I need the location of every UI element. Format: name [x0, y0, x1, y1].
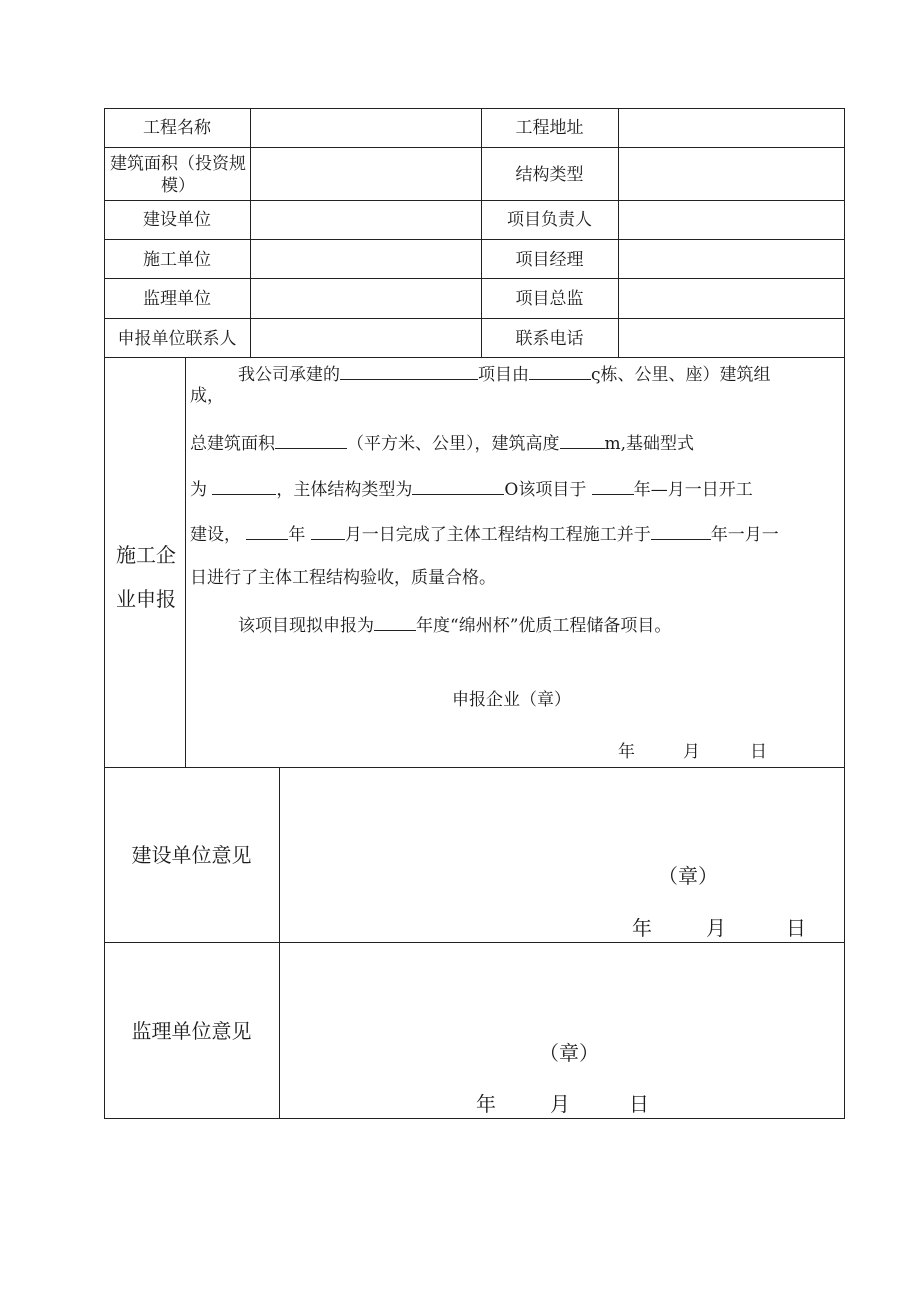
row-divider: [104, 357, 845, 358]
blank: [246, 523, 288, 540]
declaration-side-label: 施工企业申报: [116, 543, 176, 611]
row-divider: [104, 147, 845, 148]
declaration-day: 日: [750, 742, 767, 762]
construction-unit-label: 建设单位: [143, 210, 211, 230]
blank: [592, 478, 634, 495]
declaration-seal: 申报企业（章）: [452, 690, 571, 710]
blank: [560, 432, 605, 449]
construction-opinion-year: 年: [632, 916, 652, 940]
declaration-line-7: 该项目现拟申报为 年度“绵州杯”优质工程储备项目。: [238, 616, 672, 636]
blank: [311, 523, 345, 540]
construction-opinion-day: 日: [786, 916, 806, 940]
blank: [651, 523, 711, 540]
declaration-line-6: 日进行了主体工程结构验收，质量合格。: [190, 568, 496, 588]
blank: [275, 432, 347, 449]
declaration-line-2: 成，: [190, 386, 224, 406]
row-divider: [104, 942, 845, 943]
declaration-line-5: 建设， 年 月一日完成了主体工程结构工程施工并于 年一月一: [190, 525, 779, 545]
declaration-line-1: 我公司承建的 项目由 ς栋、公里、座）建筑组: [238, 365, 771, 385]
supervision-opinion-label: 监理单位意见: [131, 1019, 252, 1043]
col-divider: [250, 108, 251, 357]
supervision-opinion-seal: （章）: [539, 1041, 599, 1065]
contact-phone-label: 联系电话: [515, 329, 584, 349]
chief-supervisor-label: 项目总监: [515, 289, 584, 309]
building-area-label: 建筑面积（投资规模）: [110, 154, 246, 196]
row-divider: [104, 278, 845, 279]
construction-opinion-label: 建设单位意见: [131, 843, 252, 867]
project-name-label: 工程名称: [143, 118, 211, 138]
blank: [529, 363, 591, 380]
row-divider: [104, 318, 845, 319]
blank: [340, 363, 478, 380]
declaration-line-4: 为 ，主体结构类型为 O该项目于 年—月一日开工: [190, 480, 753, 500]
project-address-label: 工程地址: [515, 118, 584, 138]
row-divider: [104, 239, 845, 240]
structure-type-label: 结构类型: [515, 165, 584, 185]
contact-person-label: 申报单位联系人: [117, 329, 237, 349]
contractor-label: 施工单位: [143, 250, 211, 270]
supervision-unit-label: 监理单位: [143, 289, 211, 309]
col-divider: [618, 108, 619, 357]
row-divider: [104, 200, 845, 201]
blank: [412, 478, 504, 495]
construction-opinion-month: 月: [706, 916, 726, 940]
blank: [374, 614, 416, 631]
project-leader-label: 项目负责人: [507, 210, 592, 230]
col-divider: [185, 357, 186, 767]
declaration-month: 月: [683, 742, 700, 762]
supervision-opinion-month: 月: [550, 1092, 570, 1116]
supervision-opinion-year: 年: [476, 1092, 496, 1116]
supervision-opinion-day: 日: [629, 1092, 649, 1116]
col-divider: [279, 767, 280, 1119]
row-divider: [104, 767, 845, 768]
blank: [212, 478, 276, 495]
col-divider: [481, 108, 482, 357]
declaration-year: 年: [618, 742, 635, 762]
declaration-line-3: 总建筑面积 （平方米、公里），建筑高度 m,基础型式: [190, 434, 695, 454]
project-manager-label: 项目经理: [515, 250, 584, 270]
construction-opinion-seal: （章）: [658, 864, 718, 888]
